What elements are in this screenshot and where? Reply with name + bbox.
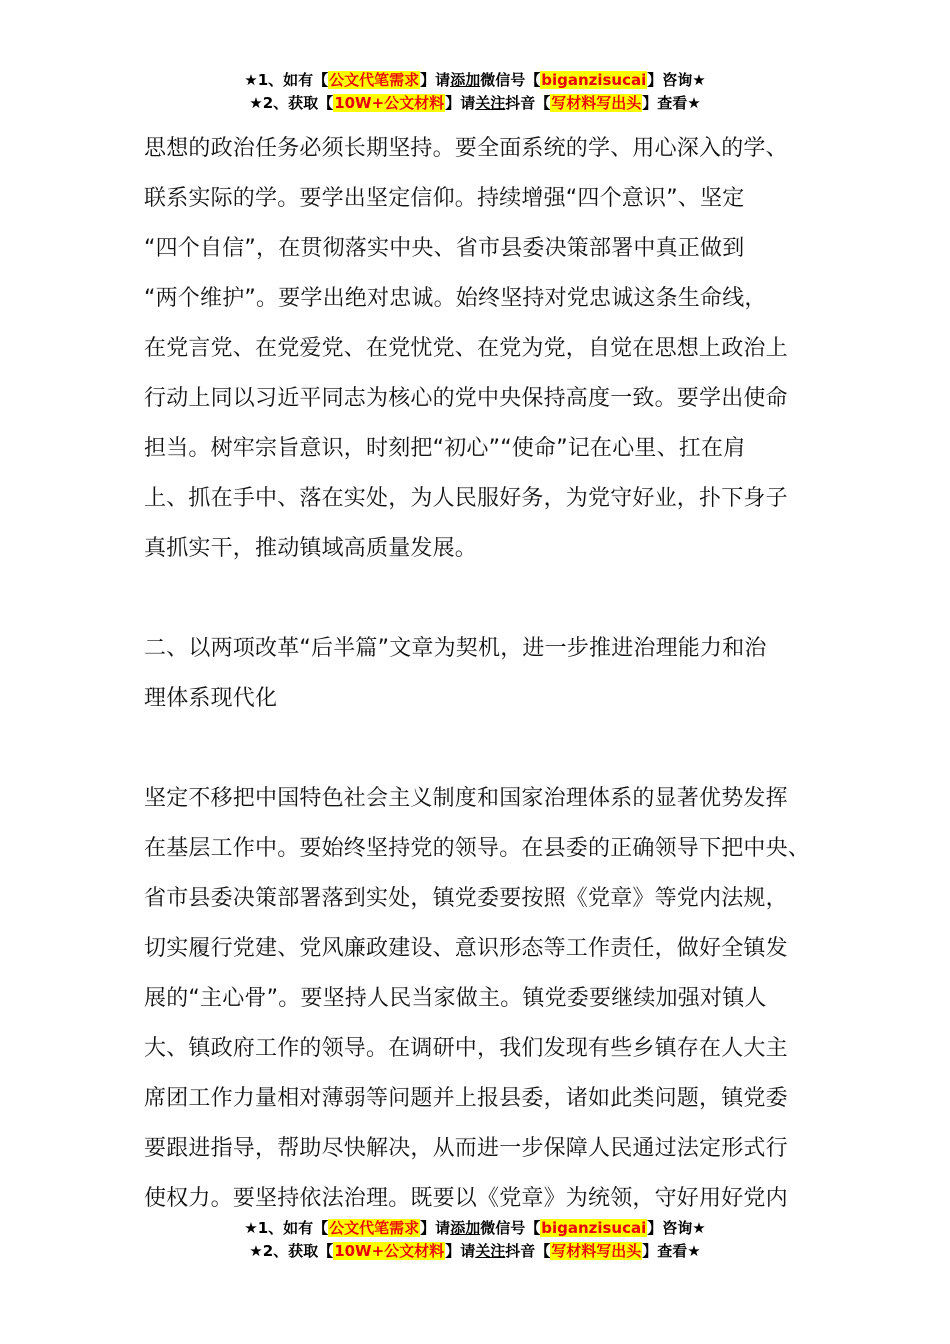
footer-banner (0, 1217, 950, 1263)
banner-text: ★1、如有【 (244, 71, 329, 89)
text-line: 担当。树牢宗旨意识，时刻把“初心”“使命”记在心里、扛在肩 (144, 436, 746, 461)
text-line: 行动上同以习近平同志为核心的党中央保持高度一致。要学出使命 (144, 386, 788, 411)
highlight-douyin-id: 写材料写出头 (551, 1242, 642, 1260)
text-line: 席团工作力量相对薄弱等问题并上报县委，诸如此类问题，镇党委 (144, 1086, 788, 1111)
text-line: “两个维护”。要学出绝对忠诚。始终坚持对党忠诚这条生命线， (144, 286, 767, 311)
text-line: 思想的政治任务必须长期坚持。要全面系统的学、用心深入的学、 (144, 136, 788, 161)
text-line: 使权力。要坚持依法治理。既要以《党章》为统领，守好用好党内 (144, 1186, 788, 1211)
paragraph-1 (144, 124, 824, 574)
banner-text: 】请 (445, 94, 476, 112)
paragraph-gap (144, 724, 824, 774)
banner-text: ★2、获取【 (249, 94, 334, 112)
banner-text: 】请 (420, 71, 451, 89)
text-line: 大、镇政府工作的领导。在调研中，我们发现有些乡镇存在人大主 (144, 1036, 788, 1061)
paragraph-2 (144, 774, 824, 1224)
text-line: 要跟进指导，帮助尽快解决，从而进一步保障人民通过法定形式行 (144, 1136, 788, 1161)
text-line: 联系实际的学。要学出坚定信仰。持续增强“四个意识”、坚定 (144, 186, 745, 211)
highlight-materials: 10W+公文材料 (334, 94, 445, 112)
banner-underline: 关注 (475, 94, 506, 112)
banner-text: 微信号【 (480, 1219, 541, 1237)
banner-text: 抖音【 (505, 1242, 551, 1260)
text-line: 切实履行党建、党风廉政建设、意识形态等工作责任，做好全镇发 (144, 936, 788, 961)
banner-text: 抖音【 (505, 94, 551, 112)
document-body (144, 124, 824, 1224)
paragraph-gap (144, 574, 824, 624)
highlight-materials: 10W+公文材料 (334, 1242, 445, 1260)
banner-underline: 添加 (450, 71, 481, 89)
banner-text: 】请 (420, 1219, 451, 1237)
banner-text: 】查看★ (642, 1242, 701, 1260)
header-banner (0, 69, 950, 115)
heading-line: 理体系现代化 (144, 686, 278, 711)
highlight-wechat-id: biganzisucai (541, 71, 647, 89)
text-line: 坚定不移把中国特色社会主义制度和国家治理体系的显著优势发挥 (144, 786, 788, 811)
text-line: 在党言党、在党爱党、在党忧党、在党为党，自觉在思想上政治上 (144, 336, 788, 361)
banner-line-1 (0, 1217, 950, 1240)
text-line: 省市县委决策部署落到实处，镇党委要按照《党章》等党内法规， (144, 886, 788, 911)
text-line: 展的“主心骨”。要坚持人民当家做主。镇党委要继续加强对镇人 (144, 986, 767, 1011)
banner-underline: 添加 (450, 1219, 481, 1237)
highlight-douyin-id: 写材料写出头 (551, 94, 642, 112)
banner-text: ★1、如有【 (244, 1219, 329, 1237)
banner-text: 微信号【 (480, 71, 541, 89)
banner-text: 】咨询★ (647, 71, 706, 89)
banner-text: 】查看★ (642, 94, 701, 112)
banner-line-2 (0, 1240, 950, 1263)
text-line: 在基层工作中。要始终坚持党的领导。在县委的正确领导下把中央、 (144, 836, 811, 861)
section-heading-2 (144, 624, 824, 724)
highlight-wechat-id: biganzisucai (541, 1219, 647, 1237)
highlight-service: 公文代笔需求 (329, 1219, 420, 1237)
banner-text: 】请 (445, 1242, 476, 1260)
text-line: 上、抓在手中、落在实处，为人民服好务，为党守好业，扑下身子 (144, 486, 788, 511)
banner-line-1 (0, 69, 950, 92)
heading-line: 二、以两项改革“后半篇”文章为契机，进一步推进治理能力和治 (144, 636, 767, 661)
highlight-service: 公文代笔需求 (329, 71, 420, 89)
banner-text: 】咨询★ (647, 1219, 706, 1237)
banner-line-2 (0, 92, 950, 115)
banner-text: ★2、获取【 (249, 1242, 334, 1260)
text-line: “四个自信”，在贯彻落实中央、省市县委决策部署中真正做到 (144, 236, 745, 261)
banner-underline: 关注 (475, 1242, 506, 1260)
text-line: 真抓实干，推动镇域高质量发展。 (144, 536, 478, 561)
